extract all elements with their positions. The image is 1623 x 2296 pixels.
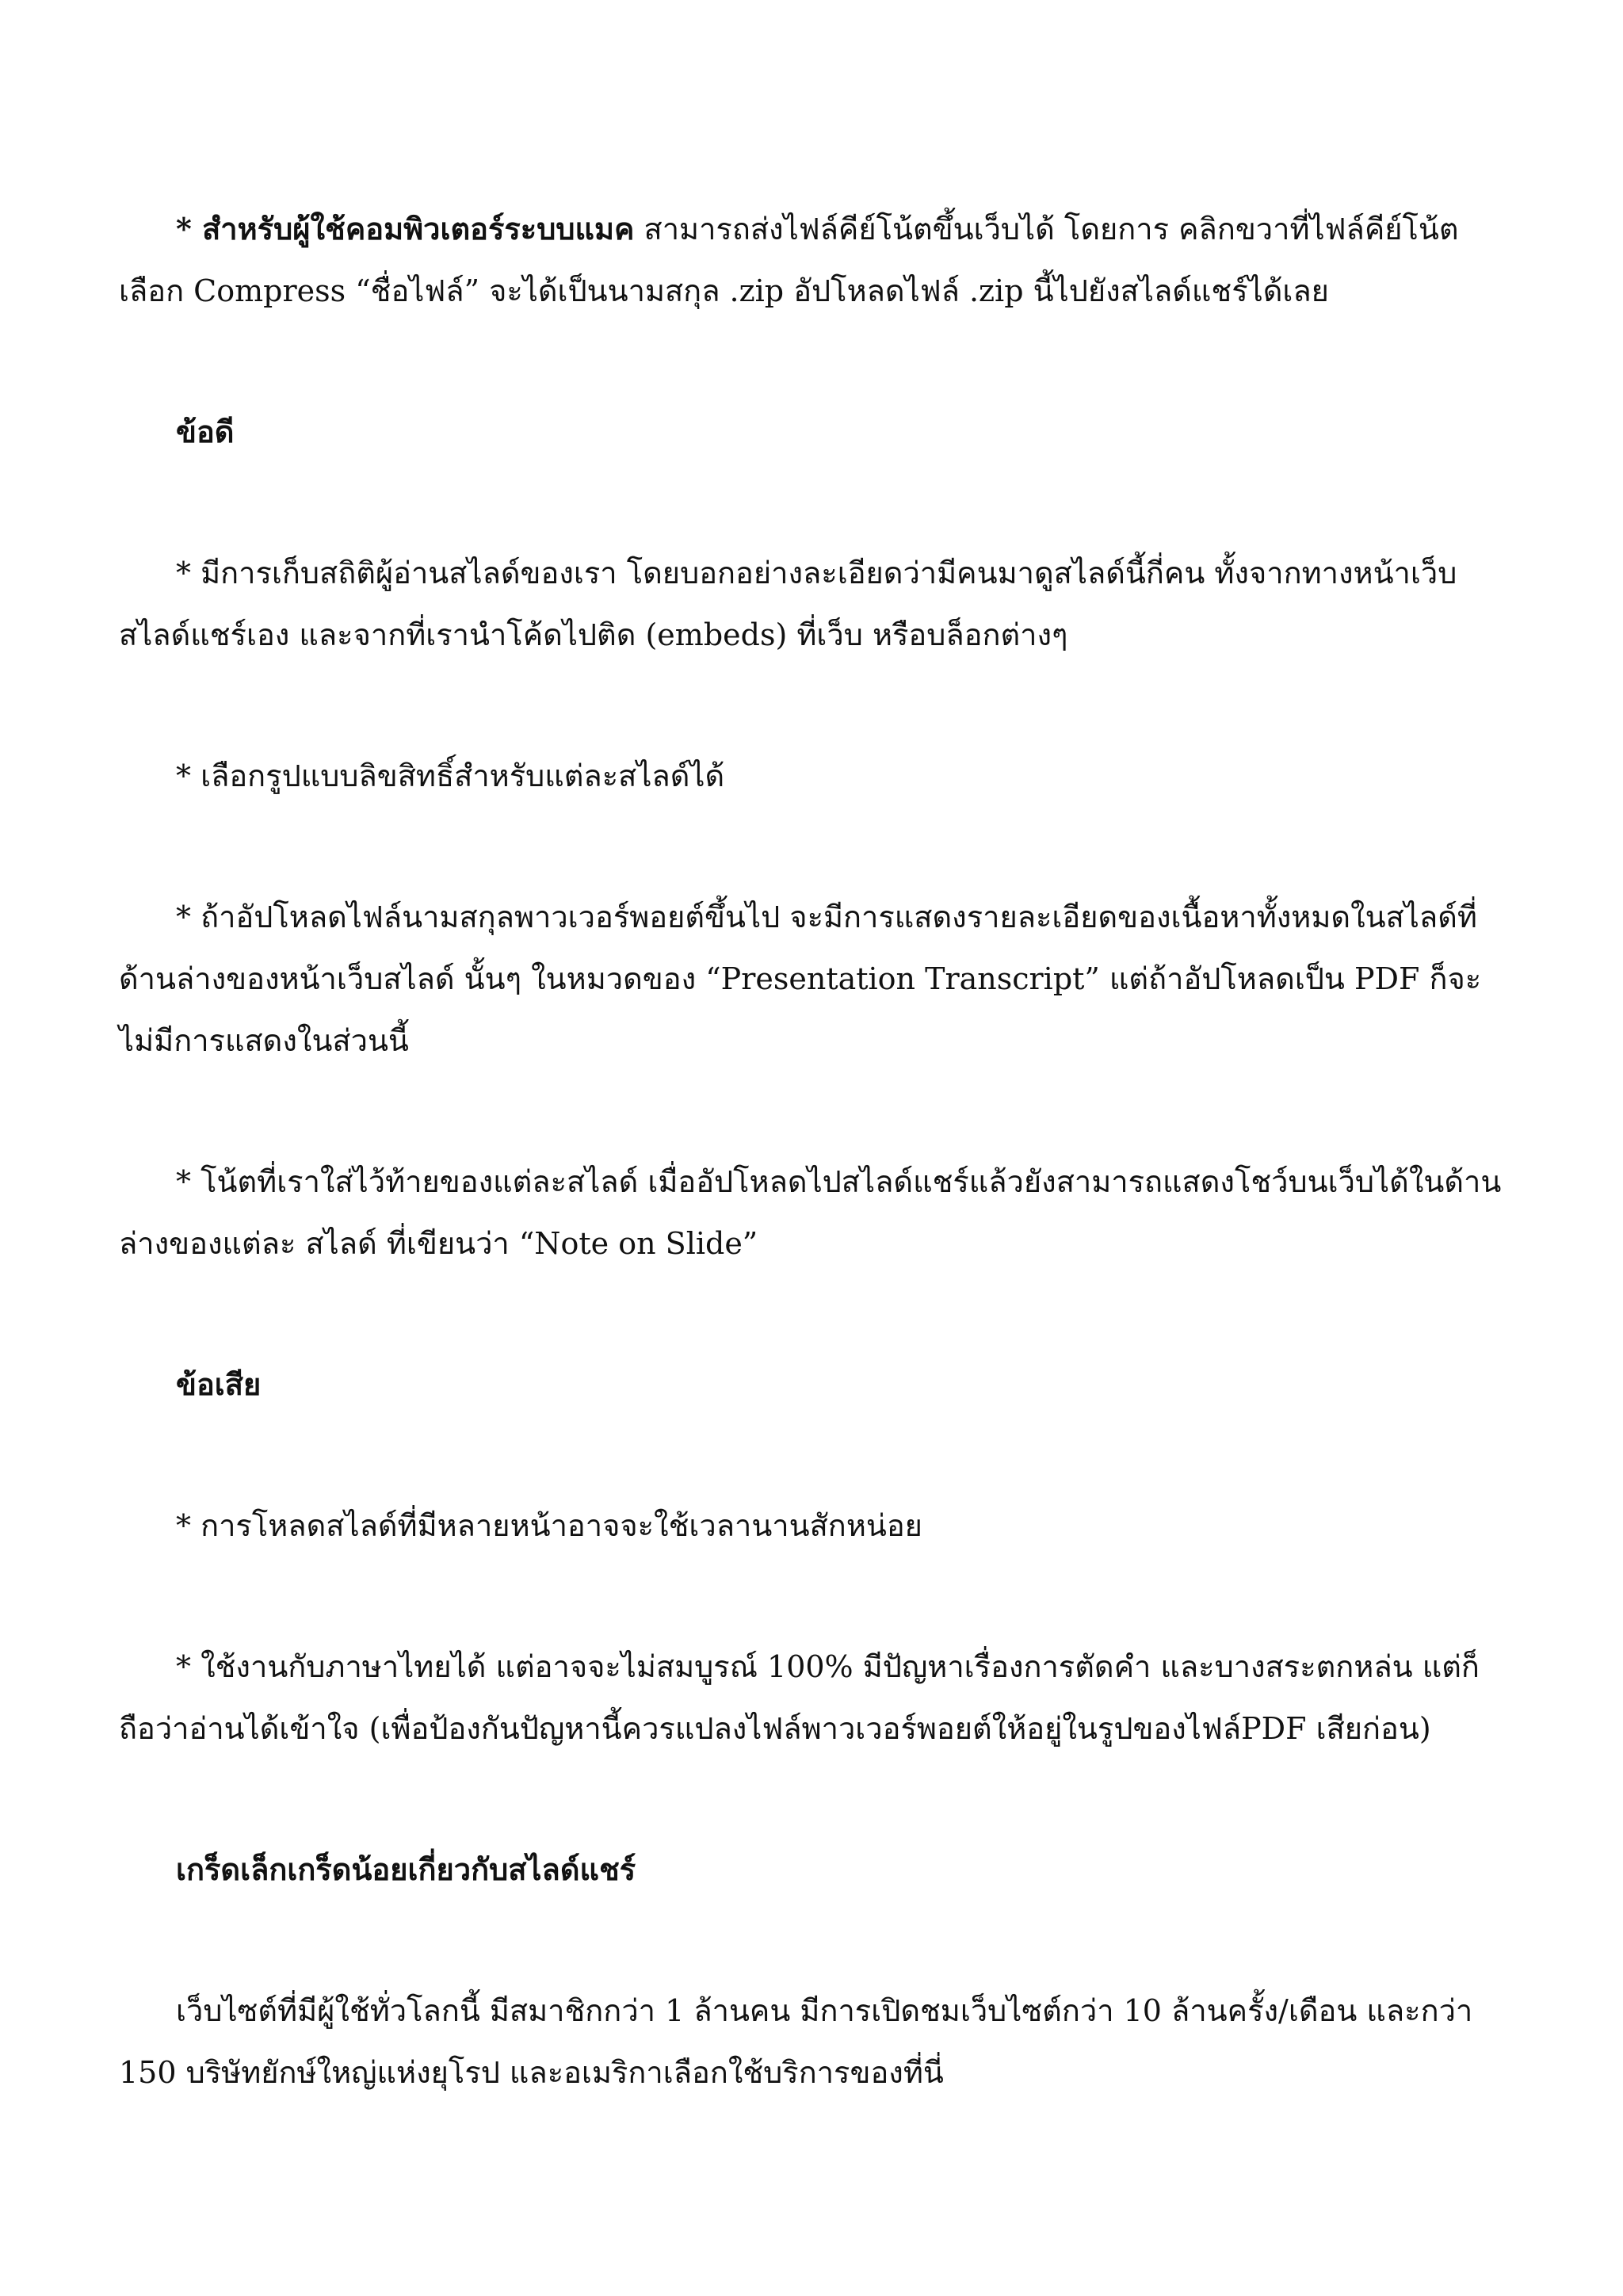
pros-item-3: * ถ้าอัปโหลดไฟล์นามสกุลพาวเวอร์พอยต์ขึ้นไป จะมีการแสดงรายละเอียดของเนื้อหาทั้งหมดในสไลด์ที่ด้านล่างของหน้าเว็บสไลด์ นั้นๆ ในหมวดของ “Presentation Transcript” แต่ถ้าอัปโหลดเป็น PDF ก็จะไม่มีการแสดงในส่วนนี้ — [119, 900, 1482, 1058]
cons-item-2: * ใช้งานกับภาษาไทยได้ แต่อาจจะไม่สมบูรณ์ 100% มีปัญหาเรื่องการตัดคำ และบางสระตกหล่น แต่ก็ถือว่าอ่านได้เข้าใจ (เพื่อป้องกันปัญหานี้ควรแปลงไฟล์พาวเวอร์พอยต์ให้อยู่ในรูปของไฟล์PDF เสียก่อน) — [119, 1649, 1480, 1746]
mac-note-paragraph — [119, 198, 1514, 322]
trivia-heading: เกร็ดเล็กเกร็ดน้อยเกี่ยวกับสไลด์แชร์ — [176, 1851, 636, 1887]
pros-heading: ข้อดี — [176, 414, 235, 449]
trivia-paragraph: เว็บไซต์ที่มีผู้ใช้ทั่วโลกนี้ มีสมาชิกกว่า 1 ล้านคน มีการเปิดชมเว็บไซต์กว่า 10 ล้านครั้ง/เดือน และกว่า 150 บริษัทยักษ์ใหญ่แห่งยุโรป และอเมริกาเลือกใช้บริการของที่นี่ — [119, 1993, 1473, 2090]
pros-item-4: * โน้ตที่เราใส่ไว้ท้ายของแต่ละสไลด์ เมื่ออัปโหลดไปสไลด์แชร์แล้วยังสามารถแสดงโชว์บนเว็บได้ในด้านล่างของแต่ละ สไลด์ ที่เขียนว่า “Note on Slide” — [119, 1164, 1502, 1261]
cons-heading: ข้อเสีย — [176, 1366, 262, 1402]
document-page — [119, 198, 1514, 2103]
cons-item-1: * การโหลดสไลด์ที่มีหลายหน้าอาจจะใช้เวลานานสักหน่อย — [176, 1508, 922, 1543]
mac-note-bold-lead: * สำหรับผู้ใช้คอมพิวเตอร์ระบบแมค — [176, 211, 635, 246]
pros-item-1: * มีการเก็บสถิติผู้อ่านสไลด์ของเรา โดยบอกอย่างละเอียดว่ามีคนมาดูสไลด์นี้กี่คน ทั้งจากทางหน้าเว็บสไลด์แชร์เอง และจากที่เรานำโค้ดไปติด (embeds) ที่เว็บ หรือบล็อกต่างๆ — [119, 556, 1457, 652]
mac-note-text: สามารถส่งไฟล์คีย์โน้ตขึ้นเว็บได้ โดยการ คลิกขวาที่ไฟล์คีย์โน้ต เลือก Compress “ชื่อไฟล์” จะได้เป็นนามสกุล .zip อัปโหลดไฟล์ .zip นี้ไปยังสไลด์แชร์ได้เลย — [119, 212, 1459, 308]
pros-item-2: * เลือกรูปแบบลิขสิทธิ์สำหรับแต่ละสไลด์ได้ — [176, 758, 725, 793]
